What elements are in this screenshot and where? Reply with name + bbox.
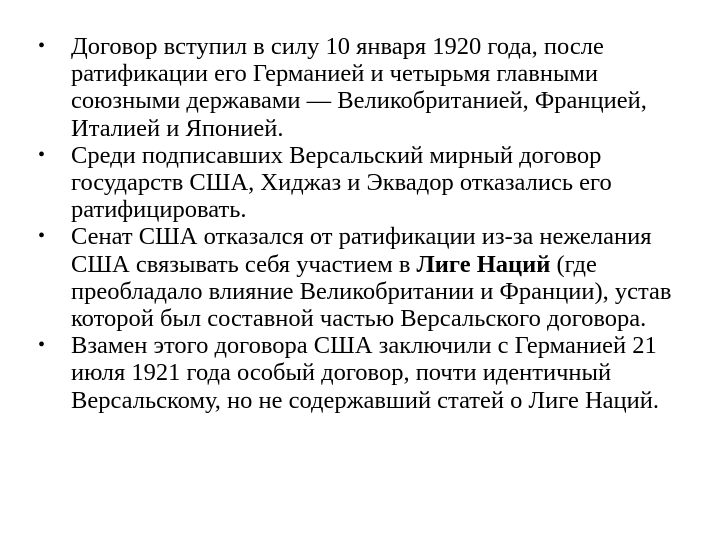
bullet-text-3-after: (где преобладало влияние Великобритании и Франции), устав которой был составной частью Версальского договора. [71,250,672,333]
bullet-item-1 [38,33,688,142]
bullet-item-4 [38,332,688,414]
bullet-dot-icon: • [38,334,46,357]
bullet-text-4: Взамен этого договора США заключили с Германией 21 июля 1921 года особый договор, почти идентичный Версальскому, но не содержавший статей о Лиге Наций. [71,332,659,414]
bullet-dot-icon: • [38,143,46,166]
bullet-item-3 [38,223,688,332]
bullet-dot-icon: • [38,225,46,248]
bullet-text-3 [71,223,671,332]
bullet-list [38,33,688,414]
bullet-text-3-before: Сенат США отказался от ратификации из-за нежелания США связывать себя участием в [71,223,652,278]
league-of-nations-bold: Лиге Наций [416,250,551,278]
bullet-item-2 [38,142,688,224]
bullet-text-1: Договор вступил в силу 10 января 1920 года, после ратификации его Германией и четырьмя главными союзными державами — Великобританией, Францией, Италией и Японией. [71,33,647,142]
bullet-text-2: Среди подписавших Версальский мирный договор государств США, Хиджаз и Эквадор отказались его ратифицировать. [71,141,612,224]
bullet-dot-icon: • [38,35,46,57]
